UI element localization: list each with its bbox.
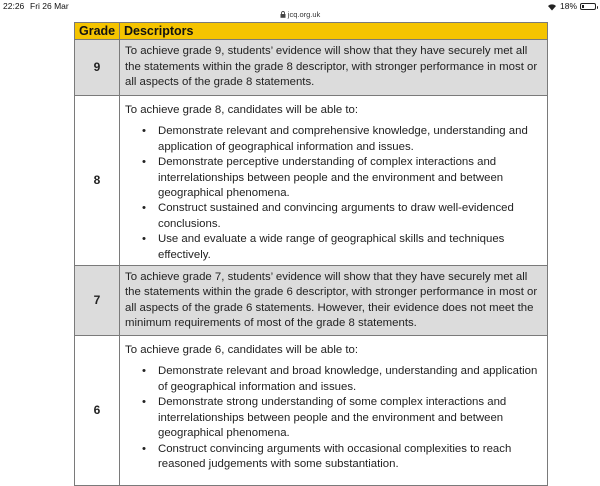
bullet-icon: • — [142, 125, 146, 138]
list-item — [142, 155, 543, 201]
status-date: Fri 26 Mar — [30, 1, 69, 11]
list-item — [142, 201, 543, 232]
list-item-text: Construct convincing arguments with occasional complexities to reach reasoned judgements with some substantiation. — [158, 442, 512, 470]
bullet-icon: • — [142, 202, 146, 215]
table-row-grade-9 — [75, 40, 548, 96]
list-item — [142, 232, 543, 263]
grade-value: 6 — [75, 336, 120, 486]
lock-icon — [280, 11, 286, 18]
column-header-grade: Grade — [75, 23, 120, 40]
descriptor-text: To achieve grade 7, students’ evidence will show that they have securely met all the statements within the grade 6 descriptor, with stronger performance in most or all aspects of the grade 6 statements. However, their evidence does not meet the minimum requirements of most of the grade 8 statements. — [125, 270, 538, 329]
list-item — [142, 124, 543, 155]
url-text: jcq.org.uk — [287, 10, 321, 19]
table-row-grade-6 — [75, 336, 548, 486]
descriptor-list — [125, 124, 543, 263]
grade-value: 7 — [75, 266, 120, 336]
column-header-descriptors: Descriptors — [120, 23, 548, 40]
table-row-grade-8 — [75, 96, 548, 266]
bullet-icon: • — [142, 233, 146, 246]
bullet-icon: • — [142, 156, 146, 169]
status-bar — [0, 0, 600, 19]
list-item — [142, 395, 543, 441]
bullet-icon: • — [142, 396, 146, 409]
list-item — [142, 442, 543, 473]
list-item — [142, 364, 543, 395]
grade-descriptors-table — [74, 22, 548, 486]
wifi-icon — [547, 3, 557, 11]
descriptor-cell — [120, 96, 548, 266]
list-item-text: Construct sustained and convincing arguments to draw well-evidenced conclusions. — [158, 202, 514, 230]
status-indicators — [547, 0, 596, 13]
address-bar[interactable] — [0, 10, 600, 20]
status-time: 22:26 — [3, 1, 25, 11]
list-item-text: Demonstrate relevant and broad knowledge, understanding and application of geographical information and issues. — [158, 365, 538, 393]
grade-value: 8 — [75, 96, 120, 266]
bullet-icon: • — [142, 442, 146, 455]
descriptor-text: To achieve grade 6, candidates will be able to: — [125, 344, 359, 357]
grade-value: 9 — [75, 40, 120, 96]
descriptor-text: To achieve grade 8, candidates will be able to: — [125, 104, 359, 116]
table-header-row — [75, 23, 548, 40]
battery-percent: 18% — [559, 1, 577, 11]
descriptor-cell — [120, 40, 548, 96]
table-row-grade-7 — [75, 266, 548, 336]
battery-level — [582, 5, 584, 8]
list-item-text: Demonstrate relevant and comprehensive knowledge, understanding and application of geographical information and issues. — [158, 125, 528, 153]
bullet-icon: • — [142, 365, 146, 378]
descriptor-text: To achieve grade 9, students’ evidence will show that they have securely met all the statements within the grade 8 descriptor, with stronger performance in most or all aspects of the grade 8 statements. — [125, 45, 538, 89]
list-item-text: Demonstrate perceptive understanding of complex interactions and interrelationships between people and the environment and between geographical phenomena. — [158, 156, 504, 200]
descriptor-cell — [120, 336, 548, 486]
battery-icon — [580, 3, 596, 10]
list-item-text: Demonstrate strong understanding of some complex interactions and interrelationships between people and the environment and between geographical phenomena. — [158, 396, 507, 440]
list-item-text: Use and evaluate a wide range of geographical skills and techniques effectively. — [158, 233, 505, 261]
descriptor-cell — [120, 266, 548, 336]
descriptor-list — [125, 364, 543, 472]
